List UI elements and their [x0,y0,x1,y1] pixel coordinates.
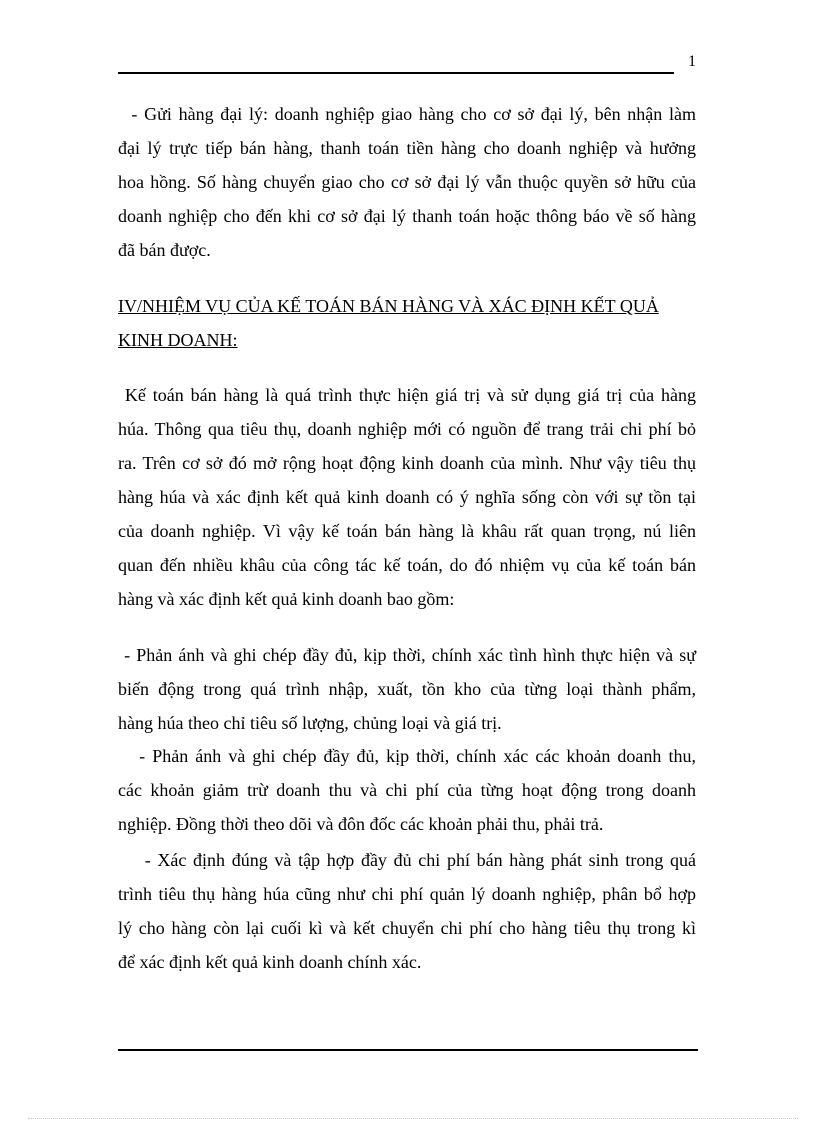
text-line: Kế toán bán hàng là quá trình thực hiện giá trị và sử dụng giá trị của hàng [118,385,696,405]
header-rule [118,72,674,74]
section-heading [118,289,696,357]
text-line: - Xác định đúng và tập hợp đầy đủ chi phí bán hàng phát sinh trong quá [118,850,696,870]
text-line: quan đến nhiều khâu của công tác kế toán, do đó nhiệm vụ của kế toán bán [118,555,696,575]
text-line: biến động trong quá trình nhập, xuất, tồn kho của từng loại thành phẩm, [118,679,696,699]
text-line: hàng húa và xác định kết quả kinh doanh có ý nghĩa sống còn với sự tồn tại [118,487,696,507]
heading-line: IV/NHIỆM VỤ CỦA KẾ TOÁN BÁN HÀNG VÀ XÁC ĐỊNH KẾT QUẢ [118,296,659,316]
page-number: 1 [688,53,696,70]
text-line: - Gửi hàng đại lý: doanh nghiệp giao hàng cho cơ sở đại lý, bên nhận làm [118,104,696,124]
text-line: hàng húa theo chỉ tiêu số lượng, chủng loại và giá trị. [118,713,502,733]
footer-rule [118,1049,698,1051]
text-line: hàng và xác định kết quả kinh doanh bao gồm: [118,589,455,609]
paragraph-duty-1 [118,638,696,740]
text-line: để xác định kết quả kinh doanh chính xác. [118,952,422,972]
text-line: ra. Trên cơ sở đó mở rộng hoạt động kinh doanh của mình. Như vậy tiêu thụ [118,453,696,473]
text-line: các khoản giảm trừ doanh thu và chi phí của từng hoạt động trong doanh [118,780,696,800]
page-edge [28,1118,798,1119]
paragraph-agency-sales [118,97,696,267]
text-line: hoa hồng. Số hàng chuyển giao cho cơ sở đại lý vẫn thuộc quyền sở hữu của [118,172,696,192]
text-line: nghiệp. Đồng thời theo dõi và đôn đốc các khoản phải thu, phải trả. [118,814,604,834]
text-line: doanh nghiệp cho đến khi cơ sở đại lý thanh toán hoặc thông báo về số hàng [118,206,696,226]
paragraph-intro [118,378,696,616]
text-line: húa. Thông qua tiêu thụ, doanh nghiệp mới có nguồn để trang trải chi phí bỏ [118,419,696,439]
text-line: đại lý trực tiếp bán hàng, thanh toán tiền hàng cho doanh nghiệp và hưởng [118,138,696,158]
text-line: - Phản ánh và ghi chép đầy đủ, kịp thời, chính xác tình hình thực hiện và sự [118,645,696,665]
text-line: lý cho hàng còn lại cuối kì và kết chuyển chi phí cho hàng tiêu thụ trong kì [118,918,696,938]
text-line: trình tiêu thụ hàng húa cũng như chi phí quản lý doanh nghiệp, phân bổ hợp [118,884,696,904]
heading-line: KINH DOANH: [118,330,238,350]
text-line: đã bán được. [118,240,211,260]
paragraph-duty-2 [118,739,696,841]
text-line: của doanh nghiệp. Vì vậy kế toán bán hàng là khâu rất quan trọng, nú liên [118,521,696,541]
text-line: - Phản ánh và ghi chép đầy đủ, kịp thời, chính xác các khoản doanh thu, [118,746,696,766]
paragraph-duty-3 [118,843,696,979]
